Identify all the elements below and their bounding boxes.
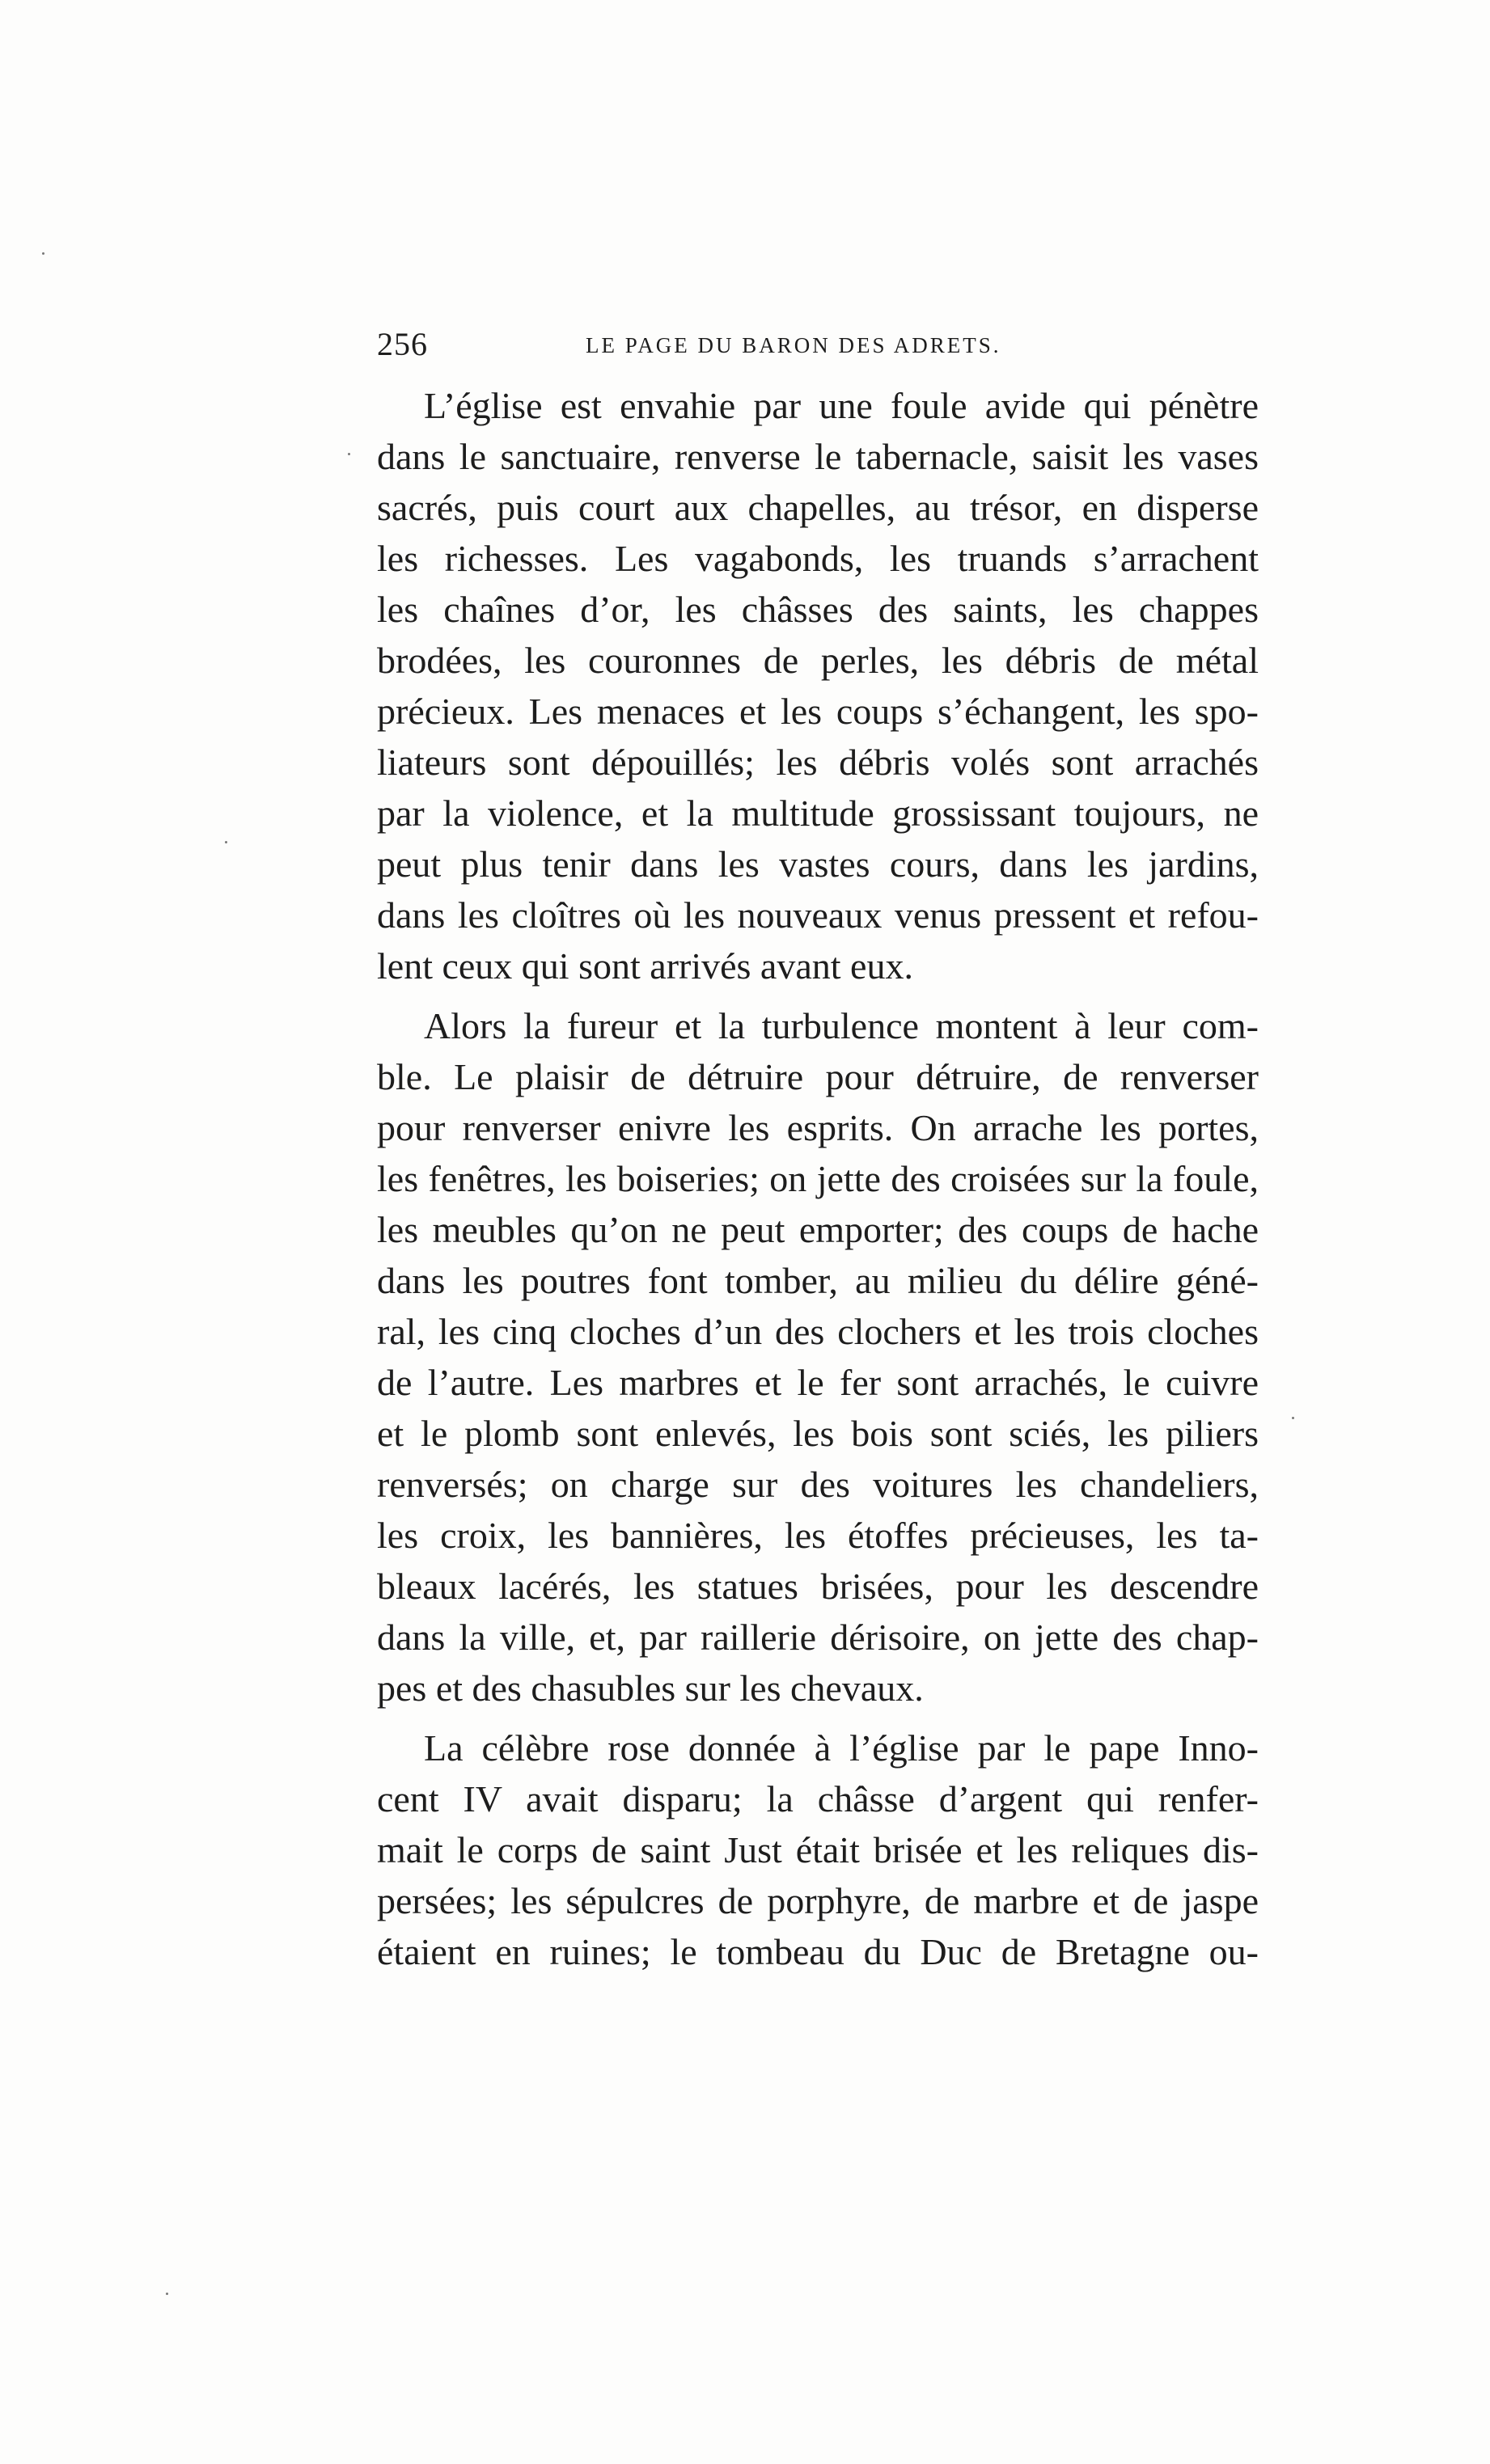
paper-speck xyxy=(348,453,350,455)
text-line: et le plomb sont enlevés, les bois sont sciés, les piliers xyxy=(377,1413,1259,1454)
text-line: L’église est envahie par une foule avide qui pénètre xyxy=(424,385,1259,426)
text-line: pes et des chasubles sur les chevaux. xyxy=(377,1667,924,1709)
text-line: ble. Le plaisir de détruire pour détruire, de renverser xyxy=(377,1056,1259,1097)
text-line: mait le corps de saint Just était brisée et les reliques dis- xyxy=(377,1829,1259,1870)
paper-speck xyxy=(166,2293,168,2295)
paragraph-gap xyxy=(377,991,1259,1000)
text-line: liateurs sont dépouillés; les débris volés sont arrachés xyxy=(377,742,1259,783)
text-line: dans les poutres font tomber, au milieu du délire géné- xyxy=(377,1260,1259,1301)
text-line: cent IV avait disparu; la châsse d’argent qui renfer- xyxy=(377,1778,1259,1819)
text-line: ral, les cinq cloches d’un des clochers et les trois cloches xyxy=(377,1311,1259,1352)
text-line: renversés; on charge sur des voitures les chandeliers, xyxy=(377,1464,1259,1505)
paper-speck xyxy=(42,252,44,255)
text-line: de l’autre. Les marbres et le fer sont arrachés, le cuivre xyxy=(377,1362,1259,1403)
paragraph-1 xyxy=(377,380,1259,991)
text-line: les chaînes d’or, les châsses des saints, les chappes xyxy=(377,589,1259,630)
text-line: brodées, les couronnes de perles, les débris de métal xyxy=(377,640,1259,681)
body-text xyxy=(377,380,1259,1977)
text-line: pour renverser enivre les esprits. On arrache les portes, xyxy=(377,1107,1259,1148)
text-line: précieux. Les menaces et les coups s’échangent, les spo- xyxy=(377,691,1259,732)
paragraph-3 xyxy=(377,1722,1259,1977)
text-line: étaient en ruines; le tombeau du Duc de Bretagne ou- xyxy=(377,1931,1259,1972)
running-title: LE PAGE DU BARON DES ADRETS. xyxy=(586,333,1001,357)
text-line: les fenêtres, les boiseries; on jette des croisées sur la foule, xyxy=(377,1158,1259,1199)
text-line: persées; les sépulcres de porphyre, de marbre et de jaspe xyxy=(377,1880,1259,1921)
paper-speck xyxy=(1292,1417,1294,1419)
text-line: dans les cloîtres où les nouveaux venus pressent et refou- xyxy=(377,894,1259,936)
text-line: les croix, les bannières, les étoffes précieuses, les ta- xyxy=(377,1515,1259,1556)
text-line: Alors la fureur et la turbulence montent à leur com- xyxy=(424,1005,1259,1046)
text-line: peut plus tenir dans les vastes cours, dans les jardins, xyxy=(377,843,1259,885)
text-line: par la violence, et la multitude grossissant toujours, ne xyxy=(377,792,1259,834)
page-header xyxy=(377,325,1275,374)
page-number: 256 xyxy=(377,326,428,362)
text-line: sacrés, puis court aux chapelles, au trésor, en disperse xyxy=(377,487,1259,528)
text-line: lent ceux qui sont arrivés avant eux. xyxy=(377,945,913,987)
paragraph-2 xyxy=(377,1000,1259,1714)
paper-speck xyxy=(225,841,227,843)
paragraph-gap xyxy=(377,1714,1259,1722)
text-line: dans la ville, et, par raillerie dérisoire, on jette des chap- xyxy=(377,1617,1259,1658)
text-line: La célèbre rose donnée à l’église par le pape Inno- xyxy=(424,1727,1259,1769)
text-line: bleaux lacérés, les statues brisées, pour les descendre xyxy=(377,1566,1259,1607)
text-line: les richesses. Les vagabonds, les truands s’arrachent xyxy=(377,538,1259,579)
text-line: les meubles qu’on ne peut emporter; des coups de hache xyxy=(377,1209,1259,1250)
text-line: dans le sanctuaire, renverse le tabernacle, saisit les vases xyxy=(377,436,1259,477)
